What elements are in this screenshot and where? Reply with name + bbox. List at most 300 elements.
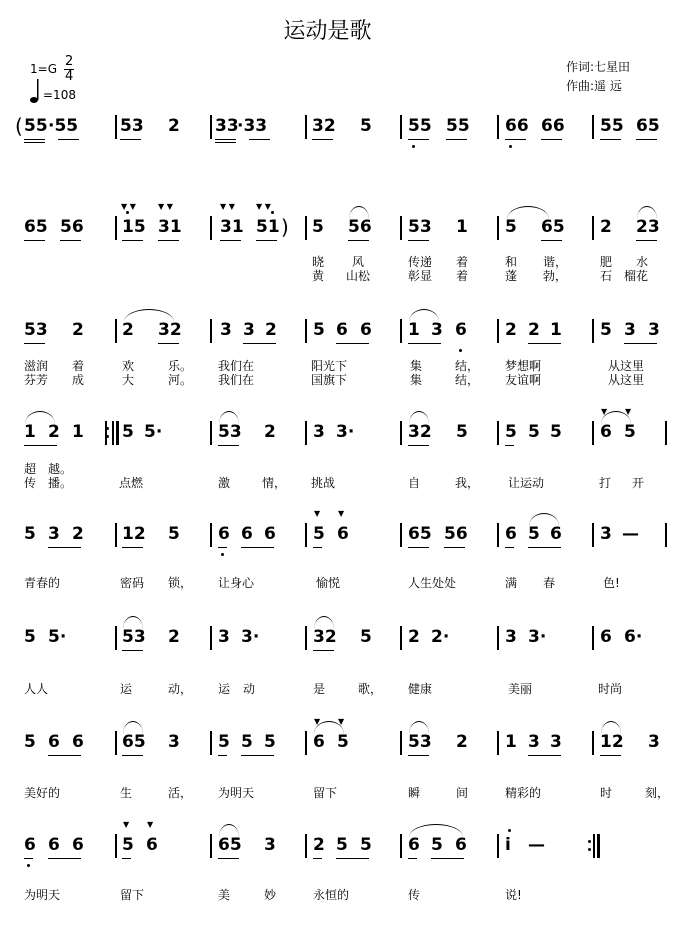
note: 6 bbox=[336, 320, 348, 340]
lyric-text: 精彩的 bbox=[505, 786, 542, 800]
score-row-4 bbox=[0, 407, 675, 445]
lyric-text: 乐。 bbox=[168, 359, 193, 373]
lyric-text: 满 bbox=[505, 576, 518, 590]
octave-dot bbox=[508, 829, 511, 832]
note: 3 bbox=[313, 422, 325, 442]
note: 6 bbox=[550, 524, 562, 544]
beam-underline bbox=[336, 858, 369, 859]
final-barline bbox=[597, 834, 600, 858]
note: 1 bbox=[456, 217, 468, 237]
lyric-text: 石 bbox=[600, 269, 613, 283]
repeat-bracket: ( bbox=[15, 114, 23, 138]
beam-underline bbox=[218, 858, 239, 859]
note: 5 bbox=[337, 732, 349, 752]
note: 2 bbox=[72, 524, 84, 544]
lyric-text: 美好的 bbox=[24, 786, 61, 800]
barline bbox=[112, 421, 114, 445]
note: 5 bbox=[431, 835, 443, 855]
beam-underline bbox=[48, 858, 81, 859]
note: 5 bbox=[528, 422, 540, 442]
beam-underline bbox=[24, 858, 33, 859]
barline bbox=[592, 523, 594, 547]
lyric-text: 芬芳 bbox=[24, 373, 49, 387]
beam-underline bbox=[505, 445, 514, 446]
note: 5 bbox=[360, 116, 372, 136]
note: 5 bbox=[360, 835, 372, 855]
accent-mark-icon: ▼ bbox=[123, 820, 130, 829]
lyric-text: 运 bbox=[120, 682, 133, 696]
lyric-text: 动， bbox=[168, 682, 193, 696]
barline bbox=[305, 731, 307, 755]
barline bbox=[210, 421, 212, 445]
octave-dot bbox=[588, 848, 591, 851]
lyric-text: 梦想啊 bbox=[505, 359, 542, 373]
lyric-text: 蓬 bbox=[505, 269, 518, 283]
barline bbox=[305, 523, 307, 547]
lyric-text: 彰显 bbox=[408, 269, 433, 283]
time-signature-bottom: 4 bbox=[65, 69, 74, 84]
lyric-text: 欢 bbox=[122, 359, 135, 373]
accent-mark-icon: ▼ bbox=[601, 407, 608, 416]
score-row-2 bbox=[0, 202, 675, 240]
composer-credit: 作曲:遥 远 bbox=[566, 79, 622, 93]
beam-underline bbox=[120, 139, 141, 140]
lyric-text: 让身心 bbox=[218, 576, 255, 590]
lyric-text: 开 bbox=[632, 476, 645, 490]
accent-mark-icon: ▼ bbox=[147, 820, 154, 829]
lyric-text: 歌， bbox=[358, 682, 383, 696]
note: 5 bbox=[24, 627, 36, 647]
note: 3 bbox=[505, 627, 517, 647]
beam-underline bbox=[408, 445, 429, 446]
lyric-text: 黄 bbox=[312, 269, 325, 283]
note: 53 bbox=[122, 627, 146, 647]
lyric-text: 为明天 bbox=[24, 888, 61, 902]
note: 6· bbox=[624, 627, 643, 647]
note: 2 bbox=[72, 320, 84, 340]
beam-underline bbox=[408, 240, 429, 241]
lyric-text: 是 bbox=[313, 682, 326, 696]
lyric-text: 妙 bbox=[264, 888, 277, 902]
lyric-text: 活， bbox=[168, 786, 193, 800]
barline bbox=[497, 731, 499, 755]
note: 6 bbox=[408, 835, 420, 855]
slur bbox=[409, 411, 429, 424]
beam-underline bbox=[528, 755, 561, 756]
note: 53 bbox=[120, 116, 144, 136]
slur bbox=[601, 721, 621, 734]
lyric-text: 大 bbox=[122, 373, 135, 387]
note: 6 bbox=[360, 320, 372, 340]
note: 5· bbox=[144, 422, 163, 442]
lyric-text: 集 bbox=[410, 359, 423, 373]
barline bbox=[665, 523, 667, 547]
note: 3 bbox=[600, 524, 612, 544]
octave-dot bbox=[271, 211, 274, 214]
beam-underline bbox=[218, 445, 239, 446]
lyric-text: 着 bbox=[456, 269, 469, 283]
barline bbox=[210, 834, 212, 858]
note: 6 bbox=[600, 422, 612, 442]
note: 3 bbox=[264, 835, 276, 855]
beam-underline bbox=[336, 343, 369, 344]
lyric-text: 美丽 bbox=[508, 682, 533, 696]
note: 6 bbox=[72, 732, 84, 752]
barline bbox=[497, 523, 499, 547]
note: 33 bbox=[215, 116, 239, 136]
barline bbox=[400, 731, 402, 755]
barline bbox=[400, 523, 402, 547]
note: 5 bbox=[312, 217, 324, 237]
note: 56 bbox=[348, 217, 372, 237]
note: 65 bbox=[408, 524, 432, 544]
lyric-text: 成 bbox=[72, 373, 85, 387]
note: 3 bbox=[648, 732, 660, 752]
beam-underline bbox=[24, 139, 45, 140]
note: 5 bbox=[505, 422, 517, 442]
octave-dot bbox=[459, 349, 462, 352]
barline bbox=[400, 216, 402, 240]
note: 5 bbox=[313, 320, 325, 340]
note: 6 bbox=[218, 524, 230, 544]
beam-underline bbox=[24, 445, 57, 446]
note: 15 bbox=[122, 217, 146, 237]
note: — bbox=[528, 835, 545, 855]
beam-underline bbox=[408, 858, 417, 859]
lyric-text: 锁， bbox=[168, 576, 193, 590]
note: 2 bbox=[264, 422, 276, 442]
beam-underline bbox=[241, 755, 274, 756]
lyric-text: 晓 bbox=[312, 255, 325, 269]
beam-underline bbox=[541, 139, 562, 140]
note: 3 bbox=[220, 320, 232, 340]
slur bbox=[25, 411, 55, 424]
note: 5 bbox=[336, 835, 348, 855]
beam-underline bbox=[24, 240, 45, 241]
barline bbox=[210, 731, 212, 755]
slur bbox=[123, 616, 143, 629]
note: 2 bbox=[528, 320, 540, 340]
lyric-text: 国旗下 bbox=[311, 373, 348, 387]
lyric-text: 留下 bbox=[120, 888, 145, 902]
beam-underline bbox=[313, 858, 322, 859]
lyric-text: 美 bbox=[218, 888, 231, 902]
lyric-text: 超 bbox=[24, 462, 37, 476]
lyric-text: 自 bbox=[408, 476, 421, 490]
lyric-text: 让运动 bbox=[508, 476, 545, 490]
lyric-text: 越。 bbox=[48, 462, 73, 476]
note: 55 bbox=[408, 116, 432, 136]
note: 5 bbox=[360, 627, 372, 647]
note: 53 bbox=[24, 320, 48, 340]
note: 3· bbox=[528, 627, 547, 647]
barline bbox=[400, 421, 402, 445]
lyric-text: 我们在 bbox=[218, 373, 255, 387]
beam-underline bbox=[444, 547, 465, 548]
barline bbox=[115, 523, 117, 547]
barline bbox=[210, 216, 212, 240]
lyric-text: 勃， bbox=[543, 269, 568, 283]
lyric-text: 榴花 bbox=[624, 269, 649, 283]
barline bbox=[115, 731, 117, 755]
note: 6 bbox=[505, 524, 517, 544]
accent-mark-icon: ▼ bbox=[314, 509, 321, 518]
note: 2 bbox=[456, 732, 468, 752]
note: 1 bbox=[408, 320, 420, 340]
note: 6 bbox=[48, 732, 60, 752]
lyric-text: 阳光下 bbox=[311, 359, 348, 373]
note: 32 bbox=[158, 320, 182, 340]
beam-underline bbox=[528, 547, 561, 548]
score-row-7 bbox=[0, 717, 675, 755]
barline bbox=[497, 115, 499, 139]
barline bbox=[116, 421, 119, 445]
barline bbox=[115, 626, 117, 650]
lyric-text: 友谊啊 bbox=[505, 373, 542, 387]
tempo-marking: =108 bbox=[43, 88, 76, 102]
key-signature: 1=G bbox=[30, 62, 57, 76]
note: 5 bbox=[313, 524, 325, 544]
note: 6 bbox=[72, 835, 84, 855]
accent-mark-icon: ▼ bbox=[314, 717, 321, 726]
note: 32 bbox=[408, 422, 432, 442]
note: 12 bbox=[122, 524, 146, 544]
lyric-text: 人生处处 bbox=[408, 576, 457, 590]
beam-underline bbox=[24, 142, 45, 143]
barline bbox=[400, 626, 402, 650]
note: 53 bbox=[408, 732, 432, 752]
beam-underline bbox=[241, 547, 274, 548]
lyric-text: 时尚 bbox=[598, 682, 623, 696]
barline bbox=[115, 115, 117, 139]
beam-underline bbox=[122, 858, 131, 859]
lyric-text: 留下 bbox=[313, 786, 338, 800]
beam-underline bbox=[122, 650, 143, 651]
barline bbox=[400, 115, 402, 139]
note: 31 bbox=[220, 217, 244, 237]
note: 65 bbox=[541, 217, 565, 237]
barline bbox=[592, 319, 594, 343]
lyric-text: 结， bbox=[455, 359, 480, 373]
note: i bbox=[505, 835, 511, 855]
beam-underline bbox=[220, 240, 241, 241]
note: 56 bbox=[444, 524, 468, 544]
barline bbox=[497, 421, 499, 445]
beam-underline bbox=[122, 755, 143, 756]
beam-underline bbox=[218, 547, 227, 548]
note: 2 bbox=[600, 217, 612, 237]
accent-mark-icon: ▼ bbox=[338, 509, 345, 518]
score-row-1 bbox=[0, 115, 675, 139]
lyric-text: 生 bbox=[120, 786, 133, 800]
note: 32 bbox=[313, 627, 337, 647]
lyricist-credit: 作词:七星田 bbox=[566, 60, 631, 74]
barline bbox=[210, 523, 212, 547]
note: 31 bbox=[158, 217, 182, 237]
barline bbox=[592, 216, 594, 240]
slur bbox=[529, 513, 559, 526]
beam-underline bbox=[48, 755, 81, 756]
note: 6 bbox=[455, 835, 467, 855]
note: 5 bbox=[624, 422, 636, 442]
lyric-text: 传 bbox=[24, 476, 37, 490]
accent-mark-icon: ▼ ▼ bbox=[158, 202, 173, 211]
beam-underline bbox=[505, 139, 526, 140]
score-row-6 bbox=[0, 626, 675, 650]
score-row-3 bbox=[0, 319, 675, 343]
barline bbox=[497, 834, 499, 858]
barline bbox=[665, 421, 667, 445]
note: 3 bbox=[648, 320, 660, 340]
note: 2 bbox=[313, 835, 325, 855]
lyric-text: 时 bbox=[600, 786, 613, 800]
slur bbox=[507, 206, 549, 219]
lyric-text: 从这里 bbox=[608, 359, 645, 373]
lyric-text: 人人 bbox=[24, 682, 49, 696]
slur bbox=[219, 411, 239, 424]
note: 5 bbox=[218, 732, 230, 752]
note: 2 bbox=[168, 116, 180, 136]
accent-mark-icon: ▼ bbox=[338, 717, 345, 726]
note: 3 bbox=[168, 732, 180, 752]
lyric-text: 滋润 bbox=[24, 359, 49, 373]
beam-underline bbox=[636, 139, 657, 140]
barline bbox=[115, 834, 117, 858]
beam-underline bbox=[122, 240, 143, 241]
barline bbox=[305, 421, 307, 445]
lyric-text: 密码 bbox=[120, 576, 145, 590]
score-row-5 bbox=[0, 509, 675, 547]
barline bbox=[593, 834, 595, 858]
lyric-text: 肥 bbox=[600, 255, 613, 269]
lyric-text: 传 bbox=[408, 888, 421, 902]
lyric-text: 健康 bbox=[408, 682, 433, 696]
note: 6 bbox=[241, 524, 253, 544]
note: 3 bbox=[218, 627, 230, 647]
note: 6 bbox=[600, 627, 612, 647]
note: 65 bbox=[122, 732, 146, 752]
note: 2 bbox=[265, 320, 277, 340]
barline bbox=[305, 626, 307, 650]
beam-underline bbox=[58, 139, 79, 140]
note: 1 bbox=[505, 732, 517, 752]
lyric-text: 情， bbox=[262, 476, 287, 490]
beam-underline bbox=[408, 139, 429, 140]
note: 3 bbox=[550, 732, 562, 752]
lyric-text: 谐， bbox=[543, 255, 568, 269]
note: 6 bbox=[313, 732, 325, 752]
note: 2 bbox=[122, 320, 134, 340]
lyric-text: 和 bbox=[505, 255, 518, 269]
barline bbox=[400, 319, 402, 343]
note: — bbox=[622, 524, 639, 544]
barline bbox=[497, 216, 499, 240]
barline bbox=[210, 319, 212, 343]
note: 3 bbox=[243, 320, 255, 340]
note: 6 bbox=[146, 835, 158, 855]
lyric-text: 瞬 bbox=[408, 786, 421, 800]
beam-underline bbox=[249, 139, 270, 140]
lyric-text: 传递 bbox=[408, 255, 433, 269]
beam-underline bbox=[158, 343, 179, 344]
lyric-text: 色! bbox=[603, 576, 620, 590]
note: 65 bbox=[218, 835, 242, 855]
slur bbox=[409, 824, 463, 837]
beam-underline bbox=[215, 139, 236, 140]
note: 55 bbox=[24, 116, 48, 136]
barline bbox=[592, 421, 594, 445]
note: 3 bbox=[528, 732, 540, 752]
barline bbox=[115, 319, 117, 343]
note: 2 bbox=[505, 320, 517, 340]
note: 5 bbox=[456, 422, 468, 442]
beam-underline bbox=[256, 240, 277, 241]
barline bbox=[115, 216, 117, 240]
note: 2 bbox=[48, 422, 60, 442]
beam-underline bbox=[312, 139, 333, 140]
note: 65 bbox=[636, 116, 660, 136]
lyric-text: 为明天 bbox=[218, 786, 255, 800]
barline bbox=[305, 216, 307, 240]
beam-underline bbox=[348, 240, 369, 241]
note: ·33 bbox=[237, 116, 268, 136]
note: 5 bbox=[24, 524, 36, 544]
note: 3 bbox=[624, 320, 636, 340]
note: 5· bbox=[48, 627, 67, 647]
lyric-text: 从这里 bbox=[608, 373, 645, 387]
lyric-text: 山松 bbox=[346, 269, 371, 283]
lyric-text: 风 bbox=[352, 255, 365, 269]
note: 6 bbox=[264, 524, 276, 544]
octave-dot bbox=[106, 435, 109, 438]
note: 65 bbox=[24, 217, 48, 237]
beam-underline bbox=[218, 755, 227, 756]
beam-underline bbox=[313, 547, 322, 548]
beam-underline bbox=[528, 343, 561, 344]
note: 53 bbox=[218, 422, 242, 442]
time-signature-top: 2 bbox=[65, 54, 74, 69]
slur bbox=[409, 309, 439, 322]
note: 53 bbox=[408, 217, 432, 237]
note: 55 bbox=[446, 116, 470, 136]
lyric-text: 点燃 bbox=[119, 476, 144, 490]
beam-underline bbox=[60, 240, 81, 241]
lyric-text: 河。 bbox=[168, 373, 193, 387]
beam-underline bbox=[624, 343, 657, 344]
beam-underline bbox=[408, 547, 429, 548]
lyric-text: 播。 bbox=[48, 476, 73, 490]
barline bbox=[400, 834, 402, 858]
slur bbox=[314, 616, 334, 629]
note: 5 bbox=[505, 217, 517, 237]
note: 5 bbox=[122, 422, 134, 442]
accent-mark-icon: ▼ ▼ bbox=[256, 202, 271, 211]
note: 5 bbox=[122, 835, 134, 855]
beam-underline bbox=[505, 547, 514, 548]
lyric-text: 运 bbox=[218, 682, 231, 696]
lyric-text: 动 bbox=[243, 682, 256, 696]
score-row-8 bbox=[0, 820, 675, 858]
barline bbox=[497, 626, 499, 650]
repeat-dots bbox=[105, 421, 107, 445]
octave-dot bbox=[588, 840, 591, 843]
octave-dot bbox=[27, 864, 30, 867]
note: 3 bbox=[48, 524, 60, 544]
slur bbox=[124, 309, 174, 322]
note: 6 bbox=[24, 835, 36, 855]
beam-underline bbox=[446, 139, 467, 140]
note: ·55 bbox=[48, 116, 79, 136]
